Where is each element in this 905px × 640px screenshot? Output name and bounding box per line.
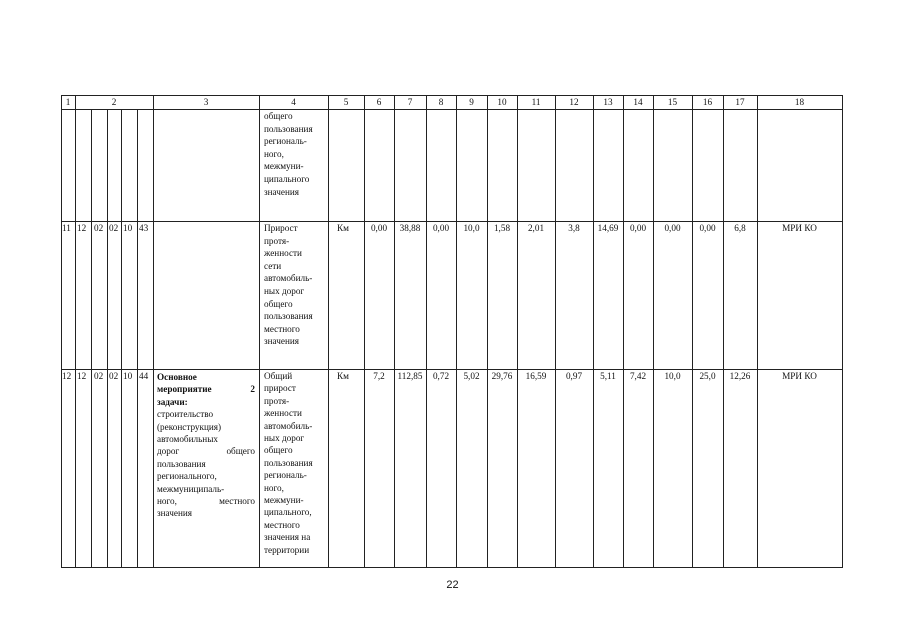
col-border <box>426 95 427 568</box>
code-cell: 12 <box>62 371 72 381</box>
value-cell: 1,58 <box>493 223 511 233</box>
row-divider <box>61 369 842 370</box>
value-cell: 112,85 <box>397 371 423 381</box>
cont-indicator-name: общего пользования региональ- ного, межмуни- ципального значения <box>264 111 313 197</box>
responsible-cell: МРИ КО <box>782 371 817 381</box>
col-border <box>517 95 518 568</box>
header-cell: 5 <box>343 97 349 107</box>
header-cell: 6 <box>376 97 382 107</box>
unit-cell: Км <box>337 223 349 233</box>
code-cell: 12 <box>77 371 87 381</box>
col-border <box>259 95 260 568</box>
value-cell: 38,88 <box>399 223 421 233</box>
value-cell: 0,00 <box>629 223 647 233</box>
value-cell: 0,00 <box>664 223 681 233</box>
header-cell: 1 <box>65 97 71 107</box>
code-cell: 12 <box>77 223 87 233</box>
header-cell: 18 <box>794 97 805 107</box>
code-cell: 10 <box>123 371 133 381</box>
subcol-border <box>91 109 92 568</box>
header-cell: 9 <box>469 97 474 107</box>
col-border <box>653 95 654 568</box>
value-cell: 7,42 <box>629 371 647 381</box>
header-cell: 14 <box>633 97 643 107</box>
responsible-cell: МРИ КО <box>782 223 817 233</box>
header-cell: 3 <box>203 97 209 107</box>
header-cell: 4 <box>291 97 296 107</box>
header-cell: 11 <box>531 97 541 107</box>
subcol-border <box>107 109 108 568</box>
value-cell: 29,76 <box>491 371 513 381</box>
col-border <box>623 95 624 568</box>
value-cell: 16,59 <box>525 371 547 381</box>
code-cell: 02 <box>109 223 119 233</box>
header-divider <box>61 109 842 110</box>
header-cell: 17 <box>735 97 745 107</box>
value-cell: 2,01 <box>527 223 545 233</box>
code-cell: 44 <box>139 371 149 381</box>
indicator-name: Общий прирост протя- женности автомобиль- ных дорог общего пользования региональ- ного, межмуни- ципального, местного значения на территории <box>264 371 313 555</box>
header-cell: 2 <box>111 97 117 107</box>
col-border <box>328 95 329 568</box>
value-cell: 10,0 <box>664 371 681 381</box>
value-cell: 0,00 <box>699 223 716 233</box>
col-border <box>757 95 758 568</box>
value-cell: 12,26 <box>729 371 751 381</box>
value-cell: 14,69 <box>597 223 619 233</box>
header-cell: 12 <box>569 97 579 107</box>
col-border <box>75 95 76 568</box>
unit-cell: Км <box>337 371 349 381</box>
col-border <box>61 95 62 568</box>
table-border-bottom <box>61 567 842 568</box>
col-border <box>593 95 594 568</box>
value-cell: 3,8 <box>568 223 580 233</box>
subcol-border <box>121 109 122 568</box>
header-cell: 8 <box>438 97 444 107</box>
code-cell: 11 <box>62 223 71 233</box>
header-cell: 16 <box>702 97 713 107</box>
header-cell: 15 <box>667 97 678 107</box>
col-border <box>723 95 724 568</box>
subcol-border <box>137 109 138 568</box>
value-cell: 0,00 <box>432 223 450 233</box>
header-cell: 13 <box>603 97 613 107</box>
code-cell: 43 <box>139 223 149 233</box>
page-number: 22 <box>446 579 459 591</box>
code-cell: 02 <box>94 371 104 381</box>
value-cell: 10,0 <box>463 223 480 233</box>
code-cell: 10 <box>123 223 133 233</box>
value-cell: 0,00 <box>370 223 388 233</box>
col-border <box>394 95 395 568</box>
indicator-name: Прирост протя- женности сети автомобиль- ных дорог общего пользования местного значения <box>264 223 313 347</box>
col-border <box>692 95 693 568</box>
header-cell: 7 <box>407 97 413 107</box>
value-cell: 7,2 <box>373 371 385 381</box>
value-cell: 6,8 <box>734 223 746 233</box>
col-border <box>153 95 154 568</box>
header-cell: 10 <box>497 97 507 107</box>
code-cell: 02 <box>109 371 119 381</box>
table-border-top <box>61 95 842 96</box>
col-border <box>487 95 488 568</box>
value-cell: 5,02 <box>463 371 480 381</box>
row-divider <box>61 221 842 222</box>
value-cell: 5,11 <box>600 371 616 381</box>
col-border <box>555 95 556 568</box>
col-border <box>842 95 843 568</box>
value-cell: 25,0 <box>699 371 716 381</box>
value-cell: 0,72 <box>432 371 450 381</box>
value-cell: 0,97 <box>565 371 583 381</box>
activity-description: Основное мероприятие 2 задачи: строительство (реконструкция) автомобильных дорог общего пользования регионального, межмуниципаль- ного, местного значения <box>157 372 255 519</box>
code-cell: 02 <box>94 223 104 233</box>
col-border <box>364 95 365 568</box>
col-border <box>456 95 457 568</box>
